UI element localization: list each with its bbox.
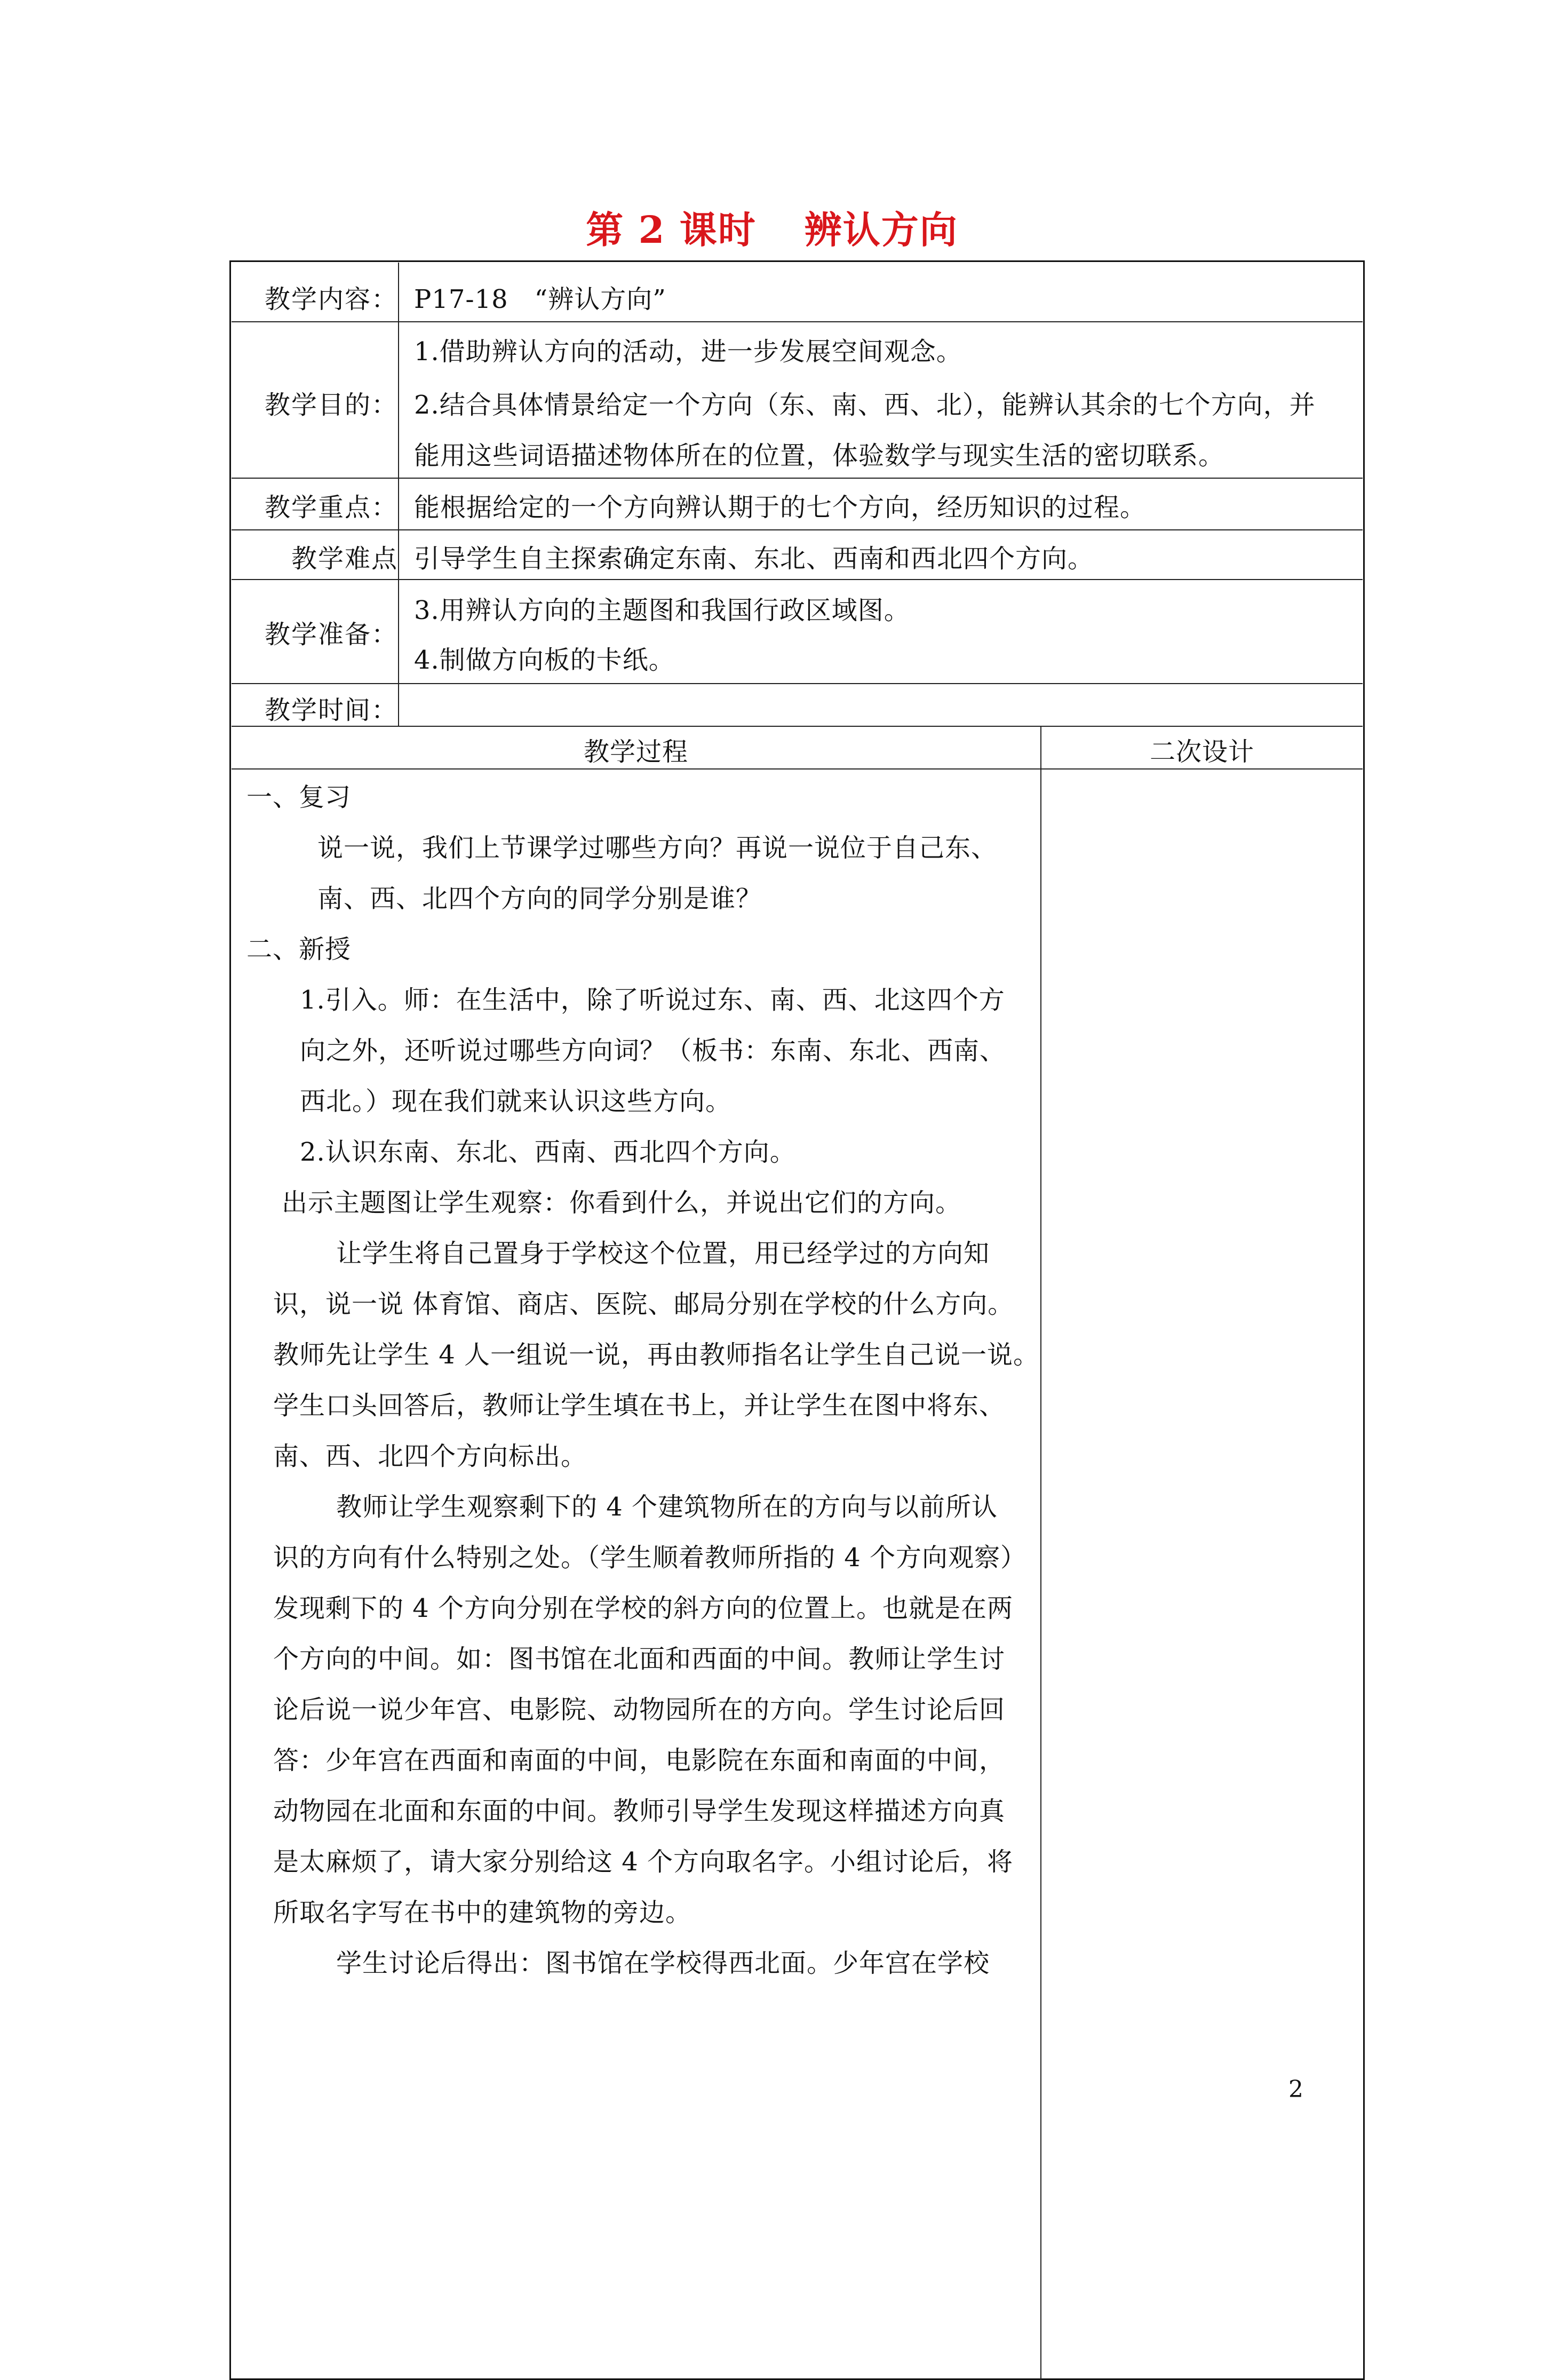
paragraph-line: 论后说一说少年宫、电影院、动物园所在的方向。学生讨论后回 [273,1695,1006,1725]
time-label: 教学时间： [264,695,398,725]
goal-line: 2.结合具体情景给定一个方向（东、南、西、北），能辨认其余的七个方向，并 [414,390,1316,420]
row-divider [232,683,1363,684]
row-divider [232,321,1363,322]
paragraph-line: 向之外，还听说过哪些方向词？（板书：东南、东北、西南、 [300,1036,1006,1066]
row-divider [232,529,1363,530]
paragraph-line: 出示主题图让学生观察：你看到什么，并说出它们的方向。 [282,1188,962,1218]
paragraph-line: 1.引入。师：在生活中，除了听说过东、南、西、北这四个方 [300,985,1005,1015]
difficulty-label: 教学难点 [291,544,398,574]
row-divider [232,579,1363,580]
paragraph-line: 说一说，我们上节课学过哪些方向？再说一说位于自己东、 [317,833,998,863]
section-heading: 一、复习 [246,782,352,812]
title-lesson-number: 第 2 课时 [586,208,757,252]
paragraph-line: 动物园在北面和东面的中间。教师引导学生发现这样描述方向真 [273,1796,1006,1826]
paragraph-line: 教师先让学生 4 人一组说一说，再由教师指名让学生自己说一说。 [273,1340,1040,1370]
paragraph-line: 2.认识东南、东北、西南、西北四个方向。 [300,1137,796,1167]
preparation-line: 3.用辨认方向的主题图和我国行政区域图。 [414,596,910,625]
paragraph-line: 学生讨论后得出：图书馆在学校得西北面。少年宫在学校 [336,1948,990,1978]
title-topic: 辨认方向 [804,208,958,252]
paragraph-line: 所取名字写在书中的建筑物的旁边。 [273,1898,692,1927]
paragraph-line: 是太麻烦了，请大家分别给这 4 个方向取名字。小组讨论后，将 [273,1847,1014,1877]
key-point-label: 教学重点： [264,493,398,522]
goal-label: 教学目的： [264,390,398,420]
goal-line: 1.借助辨认方向的活动，进一步发展空间观念。 [414,337,962,367]
paragraph-line: 南、西、北四个方向的同学分别是谁？ [317,884,762,914]
process-header: 教学过程 [583,737,688,767]
lesson-table [229,260,1365,2380]
paragraph-line: 教师让学生观察剩下的 4 个建筑物所在的方向与以前所认 [336,1492,998,1522]
paragraph-line: 南、西、北四个方向标出。 [273,1441,587,1471]
paragraph-line: 让学生将自己置身于学校这个位置，用已经学过的方向知 [336,1239,990,1268]
paragraph-line: 西北。）现在我们就来认识这些方向。 [300,1086,732,1116]
page-number: 2 [1288,2076,1303,2103]
paragraph-line: 答：少年宫在西面和南面的中间，电影院在东面和南面的中间， [273,1746,1006,1775]
key-point-value: 能根据给定的一个方向辨认期于的七个方向，经历知识的过程。 [414,493,1147,522]
column-divider [1040,726,1041,2380]
goal-line: 能用这些词语描述物体所在的位置，体验数学与现实生活的密切联系。 [414,441,1225,471]
section-heading: 二、新授 [246,934,352,964]
second-design-header: 二次设计 [1149,737,1254,767]
row-divider [232,726,1363,727]
paragraph-line: 个方向的中间。如：图书馆在北面和西面的中间。教师让学生讨 [273,1644,1006,1674]
column-divider [398,263,399,726]
preparation-label: 教学准备： [264,620,398,649]
paragraph-line: 发现剩下的 4 个方向分别在学校的斜方向的位置上。也就是在两 [273,1593,1014,1623]
content-value: P17-18 “辨认方向” [414,284,666,314]
row-divider [232,768,1363,769]
page-title [0,200,1544,254]
preparation-line: 4.制做方向板的卡纸。 [414,645,675,675]
row-divider [232,478,1363,479]
paragraph-line: 识，说一说 体育馆、商店、医院、邮局分别在学校的什么方向。 [273,1289,1014,1319]
paragraph-line: 学生口头回答后，教师让学生填在书上，并让学生在图中将东、 [273,1391,1006,1421]
difficulty-value: 引导学生自主探索确定东南、东北、西南和西北四个方向。 [414,544,1094,574]
content-label: 教学内容： [264,284,398,314]
paragraph-line: 识的方向有什么特别之处。（学生顺着教师所指的 4 个方向观察） [273,1543,1027,1573]
